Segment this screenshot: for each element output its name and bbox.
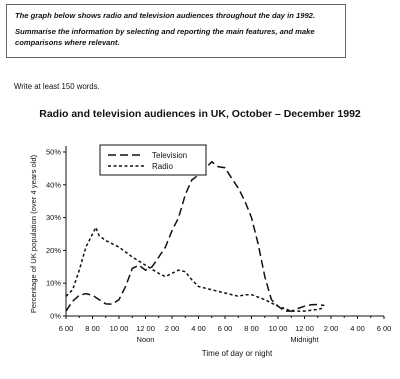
x-tick-label: 4 00 bbox=[350, 324, 365, 333]
task-line-2: Summarise the information by selecting and reporting the main features, and make comparisons where relevant. bbox=[15, 27, 315, 47]
x-sublabel: Noon bbox=[136, 335, 155, 344]
x-tick-label: 2 00 bbox=[323, 324, 339, 333]
x-tick-label: 10 00 bbox=[268, 324, 288, 333]
task-line-1: The graph below shows radio and television audiences throughout the day in 1992. bbox=[15, 11, 316, 20]
x-tick-label: 6 00 bbox=[58, 324, 74, 333]
legend-label-television: Television bbox=[152, 151, 188, 160]
x-tick-label: 12 00 bbox=[295, 324, 314, 333]
radio-series-line bbox=[66, 227, 324, 311]
x-tick-label: 12 00 bbox=[136, 324, 155, 333]
television-series-line bbox=[66, 162, 324, 311]
chart-title: Radio and television audiences in UK, October – December 1992 bbox=[39, 108, 361, 120]
x-sublabel: Midnight bbox=[290, 335, 319, 344]
word-count-note: Write at least 150 words. bbox=[14, 82, 100, 91]
y-tick-label: 20% bbox=[45, 245, 61, 255]
x-tick-label: 10 00 bbox=[109, 324, 129, 333]
y-axis-label: Percentage of UK population (over 4 years old) bbox=[29, 154, 38, 314]
x-tick-label: 8 00 bbox=[85, 324, 100, 333]
x-tick-label: 4 00 bbox=[191, 324, 206, 333]
y-tick-label: 50% bbox=[45, 147, 61, 157]
y-tick-label: 40% bbox=[45, 180, 61, 190]
x-tick-label: 2 00 bbox=[164, 324, 180, 333]
x-tick-label: 8 00 bbox=[244, 324, 259, 333]
x-axis-label: Time of day or night bbox=[201, 349, 273, 358]
y-tick-label: 10% bbox=[45, 278, 61, 288]
x-tick-label: 6 00 bbox=[217, 324, 233, 333]
y-tick-label: 30% bbox=[45, 213, 61, 223]
x-tick-label: 6 00 bbox=[376, 324, 392, 333]
y-tick-label: 0% bbox=[50, 311, 61, 321]
legend-label-radio: Radio bbox=[152, 162, 173, 171]
